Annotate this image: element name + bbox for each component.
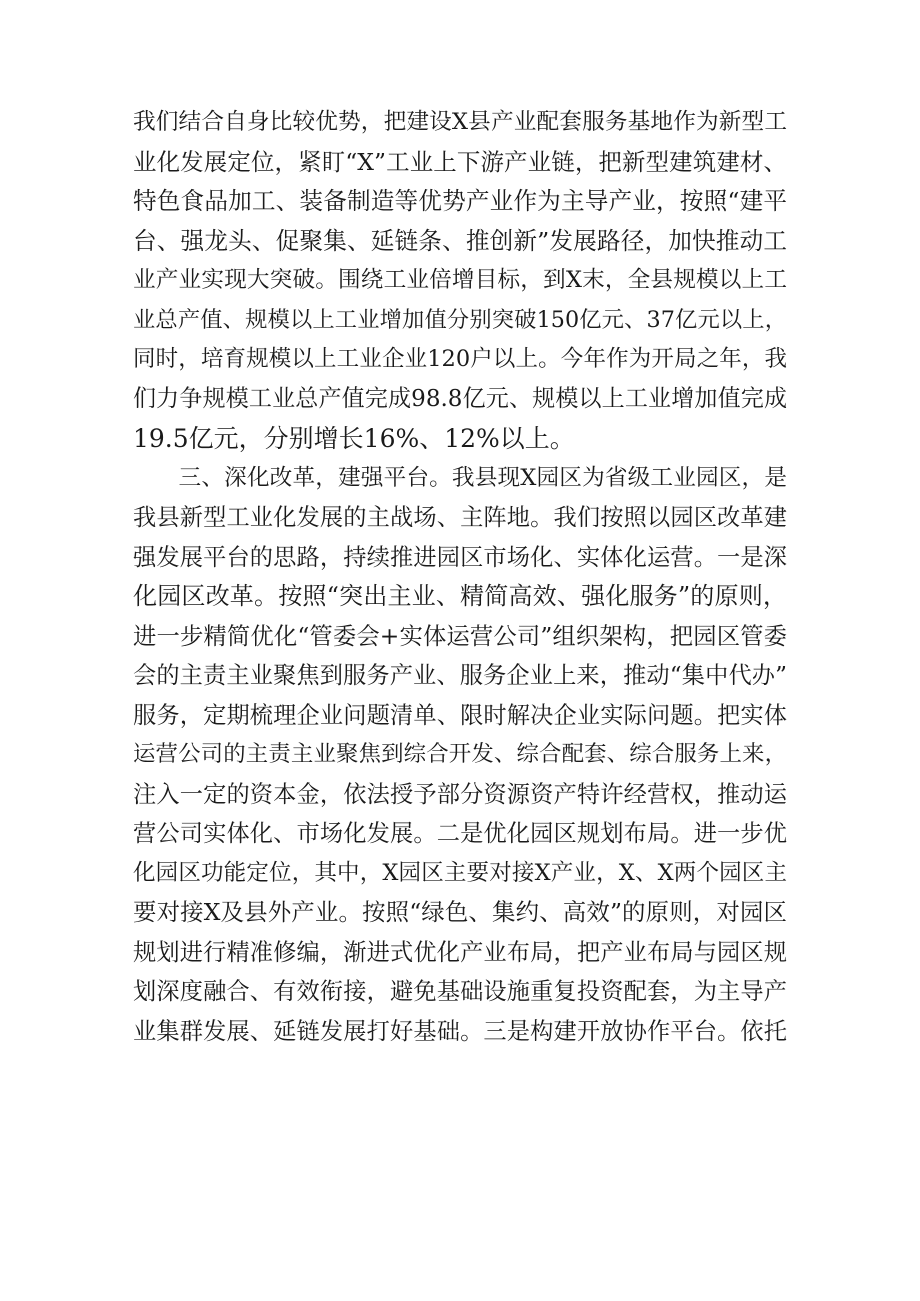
text-line: 我们结合自身比较优势，把建设X县产业配套服务基地作为新型工: [133, 109, 787, 135]
text-line: 要对接X及县外产业。按照“绿色、集约、高效”的原则，对园区: [133, 898, 787, 926]
text-line: 业产业实现大突破。围绕工业倍增目标，到X末，全县规模以上工: [133, 267, 787, 293]
text-line: 规划进行精准修编，渐进式优化产业布局，把产业布局与园区规: [133, 938, 787, 966]
text-line: 会的主责主业聚焦到服务产业、服务企业上来，推动“集中代办”: [133, 662, 787, 689]
body-text: [133, 103, 787, 1051]
text-line: 营公司实体化、市场化发展。二是优化园区规划布局。进一步优: [133, 820, 787, 847]
text-line: 化园区功能定位，其中，X园区主要对接X产业，X、X两个园区主: [133, 859, 787, 886]
text-line: 运营公司的主责主业聚焦到综合开发、综合配套、综合服务上来，: [133, 741, 787, 767]
text-line: 进一步精简优化“管委会+实体运营公司”组织架构，把园区管委: [133, 621, 787, 650]
text-line: 业化发展定位，紧盯“X”工业上下游产业链，把新型建筑建材、: [133, 147, 787, 176]
text-line: 同时，培育规模以上工业企业120户以上。今年作为开局之年，我: [133, 346, 787, 372]
text-line: 强发展平台的思路，持续推进园区市场化、实体化运营。一是深: [133, 543, 787, 571]
text-line: 们力争规模工业总产值完成98.8亿元、规模以上工业增加值完成: [133, 385, 787, 412]
text-line: 特色食品加工、装备制造等优势产业作为主导产业，按照“建平: [133, 187, 787, 215]
text-line: 划深度融合、有效衔接，避免基础设施重复投资配套，为主导产: [133, 978, 787, 1005]
text-line: 19.5亿元，分别增长16%、12%以上。: [133, 424, 575, 453]
paragraph-1: [133, 103, 787, 459]
text-line: 台、强龙头、促聚集、延链条、推创新”发展路径，加快推动工: [133, 226, 787, 255]
text-line: 三、深化改革，建强平台。我县现X园区为省级工业园区，是: [133, 464, 787, 491]
text-line: 业集群发展、延链发展打好基础。三是构建开放协作平台。依托: [133, 1017, 787, 1045]
text-line: 化园区改革。按照“突出主业、精简高效、强化服务”的原则，: [133, 582, 787, 610]
text-line: 业总产值、规模以上工业增加值分别突破150亿元、37亿元以上，: [133, 306, 787, 333]
text-line: 服务，定期梳理企业问题清单、限时解决企业实际问题。把实体: [133, 701, 787, 729]
paragraph-2: [133, 459, 787, 1052]
text-line: 我县新型工业化发展的主战场、主阵地。我们按照以园区改革建: [133, 504, 787, 531]
text-line: 注入一定的资本金，依法授予部分资源资产特许经营权，推动运: [133, 780, 787, 808]
